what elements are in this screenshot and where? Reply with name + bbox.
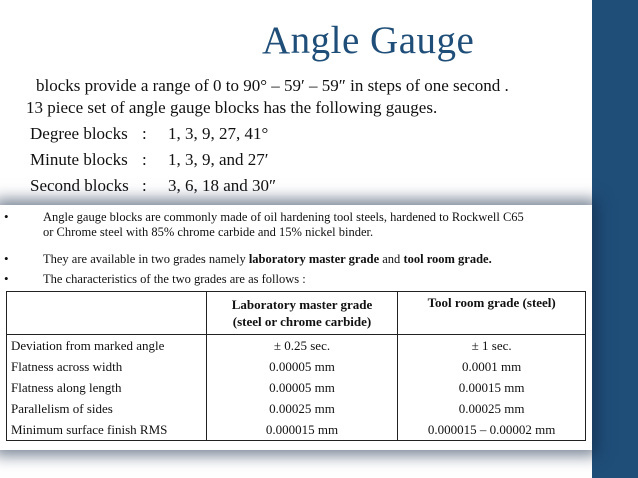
table-cell-tool: 0.0001 mm: [398, 356, 586, 377]
table-cell-lab: 0.00005 mm: [206, 377, 398, 398]
header-line: (steel or chrome carbide): [232, 314, 372, 329]
bullet-text-part: They are available in two grades namely: [43, 252, 249, 266]
side-accent-bar: [592, 0, 638, 478]
table-cell-property: Flatness along length: [7, 377, 207, 398]
table-cell-property: Deviation from marked angle: [7, 335, 207, 357]
table-cell-tool: 0.00025 mm: [398, 398, 586, 419]
table-cell-lab: 0.000015 mm: [206, 419, 398, 441]
table-row: [7, 419, 586, 441]
bullet-dot: •: [4, 271, 9, 286]
gauge-label: Minute blocks: [30, 150, 128, 169]
gauge-values: 3, 6, 18 and 30″: [168, 176, 277, 195]
table-cell-tool: 0.00015 mm: [398, 377, 586, 398]
table-header-property: [7, 292, 207, 335]
table-cell-lab: ± 0.25 sec.: [206, 335, 398, 357]
bullet-text: Angle gauge blocks are commonly made of oil hardening tool steels, hardened to Rockwell C65: [43, 210, 524, 224]
gauge-label: Degree blocks: [30, 124, 128, 143]
table-cell-tool: 0.000015 – 0.00002 mm: [398, 419, 586, 441]
bullet-text-continued: or Chrome steel with 85% chrome carbide and 15% nickel binder.: [43, 225, 374, 239]
bullet-dot: •: [4, 209, 9, 224]
bullet-bold-lab-grade: laboratory master grade: [248, 252, 380, 266]
gauge-values: 1, 3, 9, and 27′: [168, 150, 269, 169]
bullet-bold-tool-grade: tool room grade.: [403, 252, 492, 266]
header-line: Laboratory master grade: [231, 297, 373, 312]
table-header-tool-grade: Tool room grade (steel): [398, 292, 586, 335]
gauge-row-degree: [30, 124, 268, 144]
table-row: [7, 377, 586, 398]
gauge-row-minute: [30, 150, 269, 170]
bullet-text: The characteristics of the two grades are as follows :: [43, 272, 306, 286]
gauge-row-second: [30, 176, 276, 196]
scanned-excerpt: [0, 205, 592, 450]
table-row: [7, 356, 586, 377]
slide-title: Angle Gauge: [262, 19, 475, 62]
gauge-colon: :: [142, 176, 147, 195]
table-cell-property: Parallelism of sides: [7, 398, 207, 419]
table-cell-lab: 0.00005 mm: [206, 356, 398, 377]
bullet-text-part: and: [379, 252, 404, 266]
bullet-text: [43, 252, 492, 267]
set-description: 13 piece set of angle gauge blocks has the following gauges.: [26, 98, 438, 117]
range-text: blocks provide a range of 0 to 90° – 59′ – 59″ in steps of one second .: [36, 76, 509, 95]
table-row: [7, 335, 586, 357]
table-cell-property: Minimum surface finish RMS: [7, 419, 207, 441]
gauge-colon: :: [142, 124, 147, 143]
grades-table: [6, 291, 586, 441]
table-cell-property: Flatness across width: [7, 356, 207, 377]
table-header-lab-grade: [206, 292, 398, 335]
bullet-dot: •: [4, 251, 9, 266]
gauge-label: Second blocks: [30, 176, 129, 195]
gauge-colon: :: [142, 150, 147, 169]
table-row: [7, 398, 586, 419]
table-cell-lab: 0.00025 mm: [206, 398, 398, 419]
gauge-values: 1, 3, 9, 27, 41°: [168, 124, 269, 143]
table-header-row: [7, 292, 586, 335]
table-cell-tool: ± 1 sec.: [398, 335, 586, 357]
